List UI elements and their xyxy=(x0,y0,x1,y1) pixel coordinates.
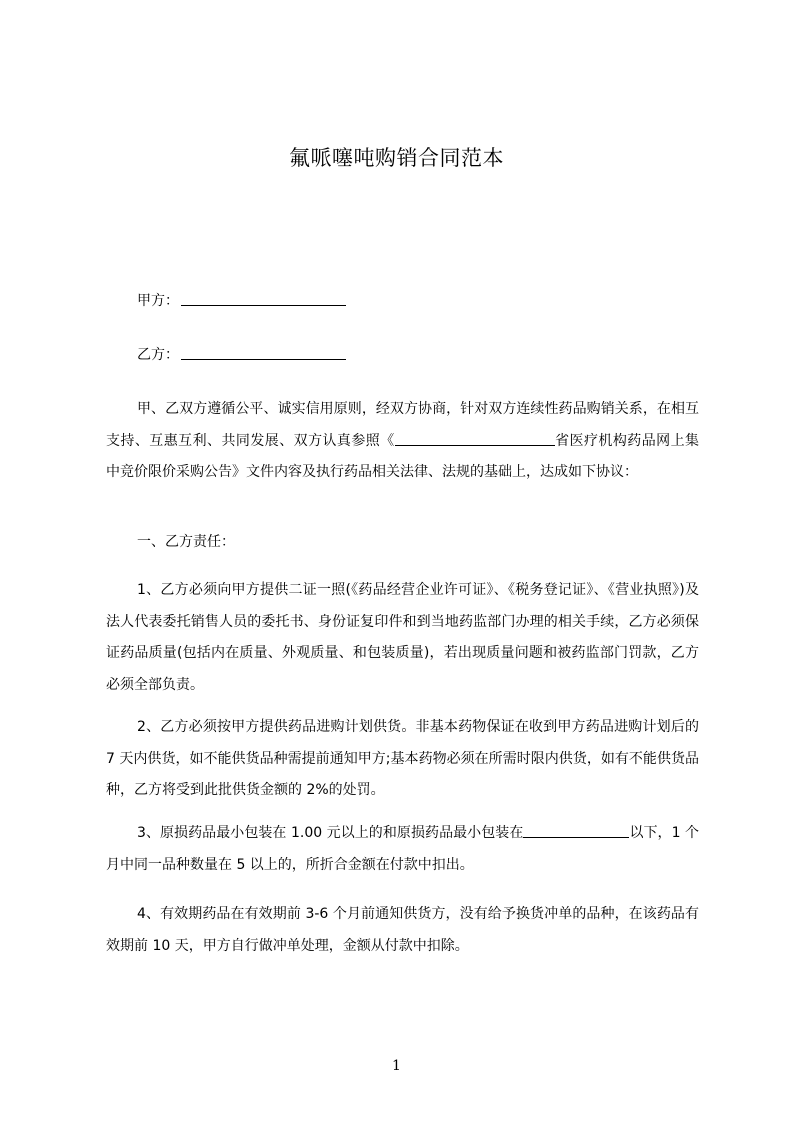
clause-1: 1、乙方必须向甲方提供二证一照(《药品经营企业许可证》、《税务登记证》、《营业执照》)及法人代表委托销售人员的委托书、身份证复印件和到当地药监部门办理的相关手续，乙方必须保证药品质量(包括内在质量、外观质量、和包装质量)，若出现质量问题和被药监部门罚款，乙方必须全部负责。 xyxy=(106,582,699,693)
party-a-line xyxy=(137,291,346,311)
party-b-label: 乙方： xyxy=(137,347,179,363)
clause-4: 4、有效期药品在有效期前 3-6 个月前通知供货方，没有给予换货冲单的品种，在该药品有效期前 10 天，甲方自行做冲单处理，金额从付款中扣除。 xyxy=(106,906,699,954)
clause-3-text-1: 3、原损药品最小包装在 1.00 元以上的和原损药品最小包装在 xyxy=(137,825,524,841)
intro-paragraph xyxy=(106,394,699,489)
party-a-label: 甲方： xyxy=(137,293,179,309)
intro-text-2: 省医疗机构药品网上集中竞价限价采购公告》文件内容及执行药品相关法律、法规的基础上，达成如下协议： xyxy=(106,432,699,480)
clause-3 xyxy=(106,818,699,881)
document-title: 氟哌噻吨购销合同范本 xyxy=(289,146,504,170)
amount-blank xyxy=(523,823,629,838)
clause-2: 2、乙方必须按甲方提供药品进购计划供货。非基本药物保证在收到甲方药品进购计划后的 7 天内供货，如不能供货品种需提前通知甲方;基本药物必须在所需时限内供货，如有不能供货品种，乙方将受到此批供货金额的 2%的处罚。 xyxy=(106,719,699,798)
intro-text-1: 甲、乙双方遵循公平、诚实信用原则，经双方协商，针对双方连续性药品购销关系，在相互支持、互惠互利、共同发展、双方认真参照《 xyxy=(106,401,699,449)
province-blank xyxy=(395,431,555,446)
section-heading: 一、乙方责任： xyxy=(137,534,235,550)
party-b-blank xyxy=(181,345,346,360)
page-number: 1 xyxy=(392,1058,401,1074)
party-b-line xyxy=(137,345,346,365)
party-a-blank xyxy=(181,291,346,306)
clause-3-text-2: 以下，1 个月中同一品种数量在 5 以上的，所折合金额在付款中扣出。 xyxy=(106,825,699,873)
